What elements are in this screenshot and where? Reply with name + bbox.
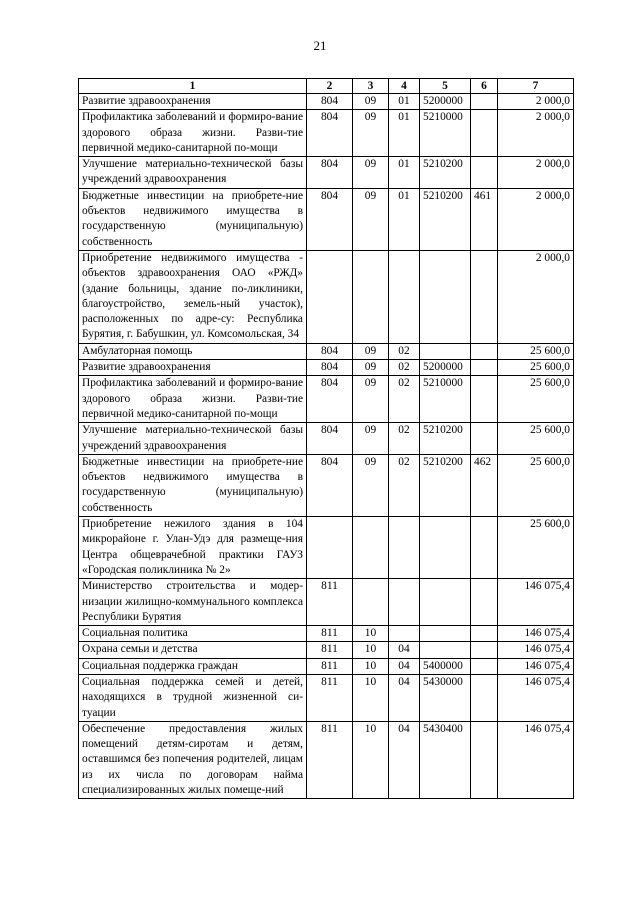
row-section: 09 (353, 376, 389, 423)
header-col-7: 7 (498, 79, 574, 94)
row-target-article (420, 343, 471, 359)
table-row (79, 674, 574, 721)
table-header-row (79, 79, 574, 94)
table-row (79, 110, 574, 157)
table-row (79, 94, 574, 110)
row-description: Улучшение материально-технической базы учреждений здравоохранения (79, 423, 307, 455)
row-ministry-code: 811 (307, 658, 353, 674)
row-target-article (420, 626, 471, 642)
row-description: Министерство строительства и модер-низации жилищно-коммунального комплекса Республики Бурятия (79, 579, 307, 626)
row-ministry-code: 804 (307, 343, 353, 359)
row-subsection: 04 (389, 642, 420, 658)
row-description: Профилактика заболеваний и формиро-вание здорового образа жизни. Разви-тие первичной медико-санитарной по-мощи (79, 376, 307, 423)
row-section: 09 (353, 454, 389, 516)
row-expense-type (471, 157, 498, 189)
row-amount: 2 000,0 (498, 250, 574, 343)
header-col-6: 6 (471, 79, 498, 94)
row-amount: 25 600,0 (498, 454, 574, 516)
header-col-1: 1 (79, 79, 307, 94)
row-expense-type: 461 (471, 188, 498, 250)
row-subsection: 02 (389, 343, 420, 359)
table-row (79, 626, 574, 642)
row-amount: 146 075,4 (498, 658, 574, 674)
row-description: Профилактика заболеваний и формиро-вание здорового образа жизни. Разви-тие первичной медико-санитарной по-мощи (79, 110, 307, 157)
table-row (79, 517, 574, 579)
row-target-article (420, 642, 471, 658)
row-amount: 25 600,0 (498, 423, 574, 455)
row-section: 09 (353, 360, 389, 376)
row-section (353, 579, 389, 626)
row-subsection: 02 (389, 423, 420, 455)
row-subsection: 04 (389, 658, 420, 674)
row-amount: 25 600,0 (498, 343, 574, 359)
row-ministry-code: 804 (307, 188, 353, 250)
row-target-article: 5200000 (420, 360, 471, 376)
row-subsection: 04 (389, 674, 420, 721)
table-row (79, 423, 574, 455)
row-section: 10 (353, 674, 389, 721)
row-ministry-code: 804 (307, 376, 353, 423)
row-subsection (389, 250, 420, 343)
row-ministry-code: 811 (307, 579, 353, 626)
row-description: Развитие здравоохранения (79, 94, 307, 110)
row-target-article: 5210000 (420, 376, 471, 423)
row-expense-type (471, 250, 498, 343)
row-description: Амбулаторная помощь (79, 343, 307, 359)
row-amount: 25 600,0 (498, 360, 574, 376)
row-expense-type (471, 360, 498, 376)
page-number: 21 (313, 38, 327, 53)
row-description: Приобретение нежилого здания в 104 микрорайоне г. Улан-Удэ для размеще-ния Центра общеврачебной практики ГАУЗ «Городская поликлиника № 2» (79, 517, 307, 579)
budget-table (78, 78, 574, 799)
row-ministry-code: 804 (307, 157, 353, 189)
row-subsection: 04 (389, 721, 420, 798)
row-description: Обеспечение предоставления жилых помещений детям-сиротам и детям, оставшимся без попечения родителей, лицам из их числа по договорам найма специализированных жилых помеще-ний (79, 721, 307, 798)
row-expense-type (471, 517, 498, 579)
row-target-article: 5430400 (420, 721, 471, 798)
row-expense-type (471, 110, 498, 157)
row-expense-type (471, 658, 498, 674)
row-subsection: 02 (389, 360, 420, 376)
row-section: 10 (353, 626, 389, 642)
table-row (79, 188, 574, 250)
row-expense-type (471, 626, 498, 642)
row-section: 09 (353, 343, 389, 359)
row-description: Бюджетные инвестиции на приобрете-ние объектов недвижимого имущества в государственную (муниципальную) собственность (79, 454, 307, 516)
row-section: 09 (353, 188, 389, 250)
row-amount: 146 075,4 (498, 626, 574, 642)
row-ministry-code: 804 (307, 94, 353, 110)
row-expense-type (471, 343, 498, 359)
row-ministry-code: 804 (307, 423, 353, 455)
row-amount: 146 075,4 (498, 579, 574, 626)
table-row (79, 157, 574, 189)
table-row (79, 360, 574, 376)
row-description: Социальная поддержка семей и детей, находящихся в трудной жизненной си-туации (79, 674, 307, 721)
header-col-3: 3 (353, 79, 389, 94)
table-row (79, 376, 574, 423)
row-ministry-code (307, 250, 353, 343)
row-expense-type: 462 (471, 454, 498, 516)
row-ministry-code: 811 (307, 642, 353, 658)
row-target-article (420, 250, 471, 343)
row-section (353, 517, 389, 579)
row-section: 09 (353, 423, 389, 455)
row-amount: 146 075,4 (498, 721, 574, 798)
table-row (79, 721, 574, 798)
row-amount: 2 000,0 (498, 157, 574, 189)
table-row (79, 579, 574, 626)
table-row (79, 250, 574, 343)
table-row (79, 642, 574, 658)
row-expense-type (471, 579, 498, 626)
row-target-article: 5400000 (420, 658, 471, 674)
row-amount: 146 075,4 (498, 642, 574, 658)
row-section: 10 (353, 642, 389, 658)
row-expense-type (471, 721, 498, 798)
row-amount: 25 600,0 (498, 376, 574, 423)
row-section: 10 (353, 721, 389, 798)
table-row (79, 658, 574, 674)
row-description: Охрана семьи и детства (79, 642, 307, 658)
row-ministry-code (307, 517, 353, 579)
row-expense-type (471, 674, 498, 721)
row-subsection: 01 (389, 188, 420, 250)
row-target-article: 5210200 (420, 423, 471, 455)
row-ministry-code: 804 (307, 360, 353, 376)
row-description: Приобретение недвижимого имущества - объектов здравоохранения ОАО «РЖД» (здание больницы, здание по-ликлиники, благоустройство, земель-ный участок), расположенных по адре-су: Республика Бурятия, г. Бабушкин, ул. Комсомольская, 34 (79, 250, 307, 343)
row-target-article: 5210200 (420, 188, 471, 250)
table-row (79, 454, 574, 516)
row-description: Развитие здравоохранения (79, 360, 307, 376)
header-col-2: 2 (307, 79, 353, 94)
row-subsection (389, 579, 420, 626)
header-col-4: 4 (389, 79, 420, 94)
row-target-article: 5430000 (420, 674, 471, 721)
row-amount: 2 000,0 (498, 110, 574, 157)
row-description: Бюджетные инвестиции на приобрете-ние объектов недвижимого имущества в государственную (муниципальную) собственность (79, 188, 307, 250)
row-amount: 2 000,0 (498, 94, 574, 110)
row-ministry-code: 804 (307, 110, 353, 157)
row-ministry-code: 811 (307, 674, 353, 721)
row-target-article (420, 517, 471, 579)
row-amount: 2 000,0 (498, 188, 574, 250)
row-target-article: 5210000 (420, 110, 471, 157)
row-expense-type (471, 642, 498, 658)
row-expense-type (471, 423, 498, 455)
row-section: 09 (353, 94, 389, 110)
row-subsection (389, 626, 420, 642)
row-ministry-code: 811 (307, 626, 353, 642)
row-target-article: 5210200 (420, 454, 471, 516)
table-row (79, 343, 574, 359)
row-subsection: 01 (389, 94, 420, 110)
header-col-5: 5 (420, 79, 471, 94)
row-amount: 146 075,4 (498, 674, 574, 721)
row-ministry-code: 811 (307, 721, 353, 798)
row-description: Улучшение материально-технической базы учреждений здравоохранения (79, 157, 307, 189)
row-subsection: 02 (389, 376, 420, 423)
row-target-article (420, 579, 471, 626)
row-description: Социальная поддержка граждан (79, 658, 307, 674)
row-section (353, 250, 389, 343)
row-target-article: 5200000 (420, 94, 471, 110)
row-description: Социальная политика (79, 626, 307, 642)
table-body (79, 94, 574, 799)
row-target-article: 5210200 (420, 157, 471, 189)
row-subsection: 01 (389, 157, 420, 189)
row-amount: 25 600,0 (498, 517, 574, 579)
row-section: 09 (353, 110, 389, 157)
row-subsection: 02 (389, 454, 420, 516)
row-expense-type (471, 376, 498, 423)
row-subsection: 01 (389, 110, 420, 157)
row-section: 09 (353, 157, 389, 189)
row-ministry-code: 804 (307, 454, 353, 516)
row-section: 10 (353, 658, 389, 674)
row-expense-type (471, 94, 498, 110)
row-subsection (389, 517, 420, 579)
